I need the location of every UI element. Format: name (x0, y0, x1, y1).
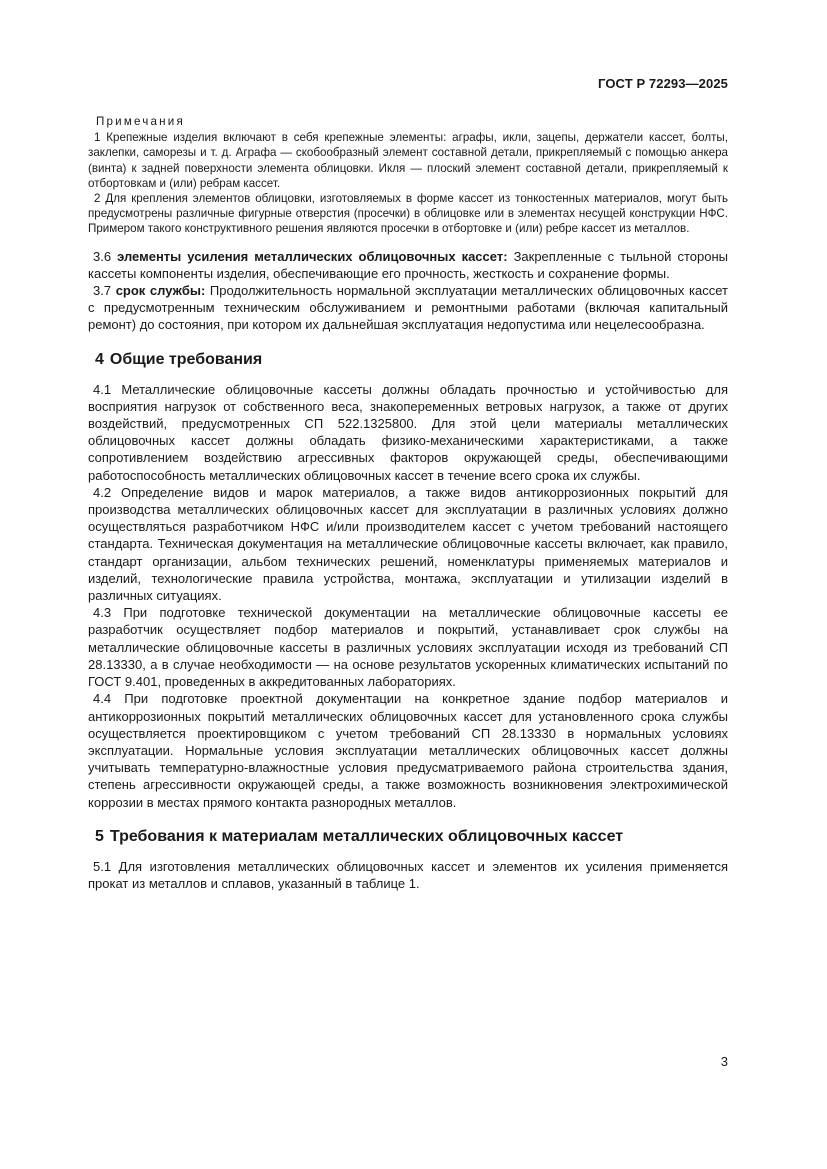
document-body (88, 114, 728, 892)
term-number: 3.7 (93, 283, 112, 299)
term-definition: Закрепленные с тыльной стороны кассеты компоненты изделия, обеспечивающие его прочность, жесткость и сохранение формы. (88, 248, 728, 281)
term-name: элементы усиления металлических облицовочных кассет: (117, 248, 508, 264)
section-4-body (88, 381, 728, 811)
clause-5-1: 5.1 Для изготовления металлических облицовочных кассет и элементов их усиления применяется прокат из металлов и сплавов, указанный в таблице 1. (88, 858, 728, 891)
term-3-6 (88, 248, 728, 282)
note-item: 1 Крепежные изделия включают в себя крепежные элементы: аграфы, икли, зацепы, держатели кассет, болты, заклепки, саморезы и т. д. Аграфа — скобообразный элемент составной детали, прикрепляемый с помощью анкера (винта) к задней поверхности элемента облицовки. Икля — плоский элемент составной детали, прикрепляемый к отбортовкам и (или) ребрам кассет. (88, 131, 728, 190)
page-number: 3 (720, 1054, 728, 1069)
note-item: 2 Для крепления элементов облицовки, изготовляемых в форме кассет из тонкостенных материалов, могут быть предусмотрены различные фигурные отверстия (просечки) в облицовке или в элементах несущей конструкции НФС. Примером такого конструктивного решения являются просечки в отбортовке и (или) ребре кассет из металлов. (88, 192, 728, 236)
clause-4-3: 4.3 При подготовке технической документации на металлические облицовочные кассеты ее разработчик осуществляет подбор материалов и покрытий, устанавливает срок службы на металлические облицовочные кассеты в различных условиях эксплуатации исходя из требований СП 28.13330, а в случае необходимости — на основе результатов ускоренных климатических испытаний по ГОСТ 9.401, проведенных в аккредитованных лабораториях. (88, 605, 728, 690)
term-3-7 (88, 282, 728, 334)
section-number: 4 (95, 350, 104, 368)
section-5-body (88, 858, 728, 892)
term-number: 3.6 (93, 248, 112, 264)
clause-4-4: 4.4 При подготовке проектной документации на конкретное здание подбор материалов и антикоррозионных покрытий металлических облицовочных кассет для установленного срока службы осуществляется проектировщиком с учетом требований СП 28.13330 в нормальных условиях эксплуатации. Нормальные условия эксплуатации металлических облицовочных кассет должны учитывать температурно-влажностные условия предусматриваемого района строительства здания, степень агрессивности окружающей среды, а также возможность возникновения электрохимической коррозии в местах прямого контакта разнородных металлов. (88, 691, 728, 810)
section-number: 5 (95, 827, 104, 845)
section-title: Требования к материалам металлических облицовочных кассет (109, 827, 624, 845)
section-4-heading (88, 351, 728, 369)
term-name: срок службы: (115, 283, 206, 299)
section-title: Общие требования (109, 350, 263, 368)
clause-4-1: 4.1 Металлические облицовочные кассеты должны обладать прочностью и устойчивостью для восприятия нагрузок от собственного веса, знакопеременных ветровых нагрузок, а также от других воздействий, предусмотренных СП 522.1325800. Для этой цели материалы металлических облицовочных кассет должны обладать физико-механическими характеристиками, а также сопротивлением воздействию агрессивных факторов окружающей среды, обеспечивающими работоспособность металлических облицовочных кассет в течение всего срока их службы. (88, 381, 728, 483)
notes-heading: Примечания (96, 115, 185, 128)
clause-4-2: 4.2 Определение видов и марок материалов, а также видов антикоррозионных покрытий для производства металлических облицовочных кассет для эксплуатации в различных условиях должно осуществляться разработчиком НФС и/или производителем кассет с учетом требований настоящего стандарта. Техническая документация на металлические облицовочные кассеты включает, как правило, стандарт организации, альбом технических решений, номенклатуры применяемых материалов и изделий, технологические правила устройства, монтажа, эксплуатации и утилизации изделий в различных ситуациях. (88, 484, 728, 604)
terms-block (88, 248, 728, 334)
section-5-heading (88, 828, 728, 846)
standard-code: ГОСТ Р 72293—2025 (598, 76, 728, 91)
notes-block (88, 114, 728, 237)
term-definition: Продолжительность нормальной эксплуатации металлических облицовочных кассет с предусмотренным техническим обслуживанием и ремонтными работами (включая капитальный ремонт) до состояния, при котором их дальнейшая эксплуатация недопустима или нецелесообразна. (88, 283, 728, 333)
